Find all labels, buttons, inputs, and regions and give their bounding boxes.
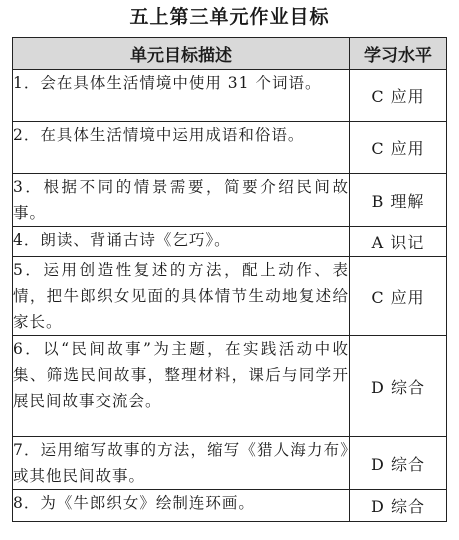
learning-level: D 综合 (350, 437, 447, 490)
learning-level: C 应用 (350, 122, 447, 174)
table-row (13, 227, 447, 257)
goal-description: 3．根据不同的情景需要，简要介绍民间故事。 (13, 174, 350, 227)
learning-level: D 综合 (350, 490, 447, 522)
header-description: 单元目标描述 (13, 38, 350, 70)
learning-level: B 理解 (350, 174, 447, 227)
goal-description: 1．会在具体生活情境中使用 31 个词语。 (13, 70, 350, 122)
table-row (13, 70, 447, 122)
document-title: 五上第三单元作业目标 (129, 6, 330, 28)
table-row (13, 257, 447, 336)
learning-level: A 识记 (350, 227, 447, 257)
learning-level: C 应用 (350, 257, 447, 336)
goals-table (12, 37, 447, 522)
learning-level: D 综合 (350, 336, 447, 437)
goal-description: 4．朗读、背诵古诗《乞巧》。 (13, 227, 350, 257)
goal-description: 2．在具体生活情境中运用成语和俗语。 (13, 122, 350, 174)
table-header-row (13, 38, 447, 70)
goal-description: 5．运用创造性复述的方法，配上动作、表情，把牛郎织女见面的具体情节生动地复述给家长。 (13, 257, 350, 336)
goal-description: 6．以“民间故事”为主题，在实践活动中收集、筛选民间故事，整理材料，课后与同学开展民间故事交流会。 (13, 336, 350, 437)
goal-description: 7．运用缩写故事的方法，缩写《猎人海力布》或其他民间故事。 (13, 437, 350, 490)
table-row (13, 490, 447, 522)
table-row (13, 174, 447, 227)
header-level: 学习水平 (350, 38, 447, 70)
table-row (13, 122, 447, 174)
goal-description: 8．为《牛郎织女》绘制连环画。 (13, 490, 350, 522)
learning-level: C 应用 (350, 70, 447, 122)
table-row (13, 437, 447, 490)
table-row (13, 336, 447, 437)
